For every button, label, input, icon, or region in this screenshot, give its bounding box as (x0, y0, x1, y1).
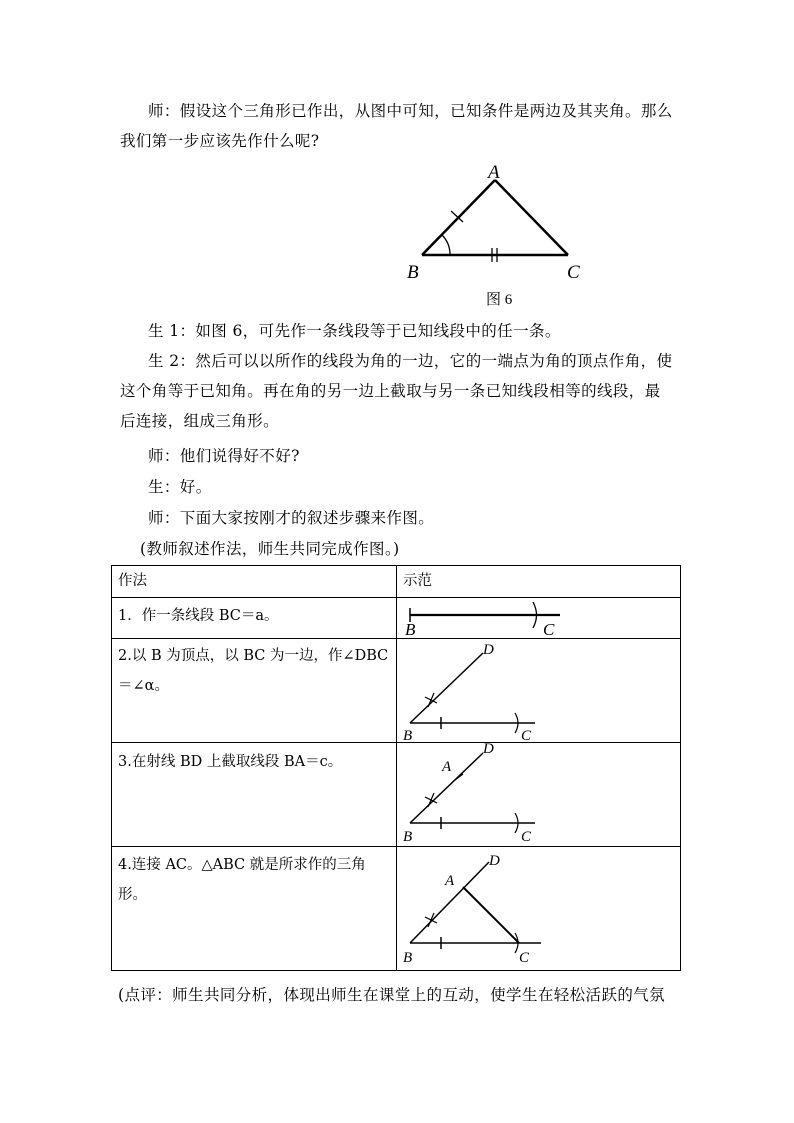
step-3-figure (403, 743, 583, 847)
paragraph-note: (教师叙述作法，师生共同完成作图。) (140, 540, 400, 558)
step-2-figure (403, 639, 583, 743)
paragraph-students-answer: 生：好。 (148, 478, 212, 496)
table-row (112, 847, 681, 971)
step-1-figure-cell (397, 598, 681, 639)
label-c: C (567, 262, 580, 283)
construction-steps-table (111, 565, 681, 971)
paragraph-student-1: 生 1：如图 6，可先作一条线段等于已知线段中的任一条。 (148, 322, 561, 340)
label-d: D (483, 642, 494, 658)
step-1-figure (403, 598, 583, 638)
angle-b-arc (442, 235, 450, 255)
step-4-figure-cell (397, 847, 681, 971)
table-row (112, 743, 681, 847)
step-3-figure-cell (397, 743, 681, 847)
label-b: B (407, 262, 419, 283)
label-a: A (442, 759, 452, 775)
paragraph-teacher-instruct: 师：下面大家按刚才的叙述步骤来作图。 (148, 509, 435, 527)
paragraph-student-2: 生 2：然后可以以所作的线段为角的一边，它的一端点为角的顶点作角，使这个角等于已知角。再在角的另一边上截取与另一条已知线段相等的线段，最后连接，组成三角形。 (120, 352, 673, 430)
label-a: A (445, 873, 455, 889)
label-b: B (403, 728, 413, 743)
side-ac (495, 180, 568, 255)
step-4-text: 4.连接 AC。△ABC 就是所求作的三角形。 (112, 847, 397, 971)
label-b: B (403, 829, 413, 845)
label-d: D (489, 853, 500, 869)
label-b: B (403, 950, 413, 966)
table-row (112, 639, 681, 743)
label-c: C (521, 728, 532, 743)
label-b: B (405, 620, 416, 638)
step-3-text: 3.在射线 BD 上截取线段 BA＝c。 (112, 743, 397, 847)
paragraph-remark: (点评：师生共同分析，体现出师生在课堂上的互动，使学生在轻松活跃的气氛 (118, 986, 666, 1004)
figure-6-triangle (400, 160, 600, 285)
label-c: C (521, 829, 532, 845)
paragraph-teacher-ask: 师：他们说得好不好? (148, 447, 300, 465)
label-d: D (483, 743, 494, 757)
step-4-figure (403, 847, 583, 971)
table-row (112, 598, 681, 639)
label-c: C (519, 950, 530, 966)
header-method: 作法 (112, 566, 397, 598)
table-header-row (112, 566, 681, 598)
label-a: A (488, 162, 500, 183)
step-2-figure-cell (397, 639, 681, 743)
paragraph-teacher-question: 师：假设这个三角形已作出，从图中可知，已知条件是两边及其夹角。那么我们第一步应该先作什么呢? (120, 102, 673, 150)
step-2-text: 2.以 B 为顶点，以 BC 为一边，作∠DBC＝∠α。 (112, 639, 397, 743)
label-c: C (543, 620, 555, 638)
figure-caption: 图 6 (486, 292, 513, 308)
header-demo: 示范 (397, 566, 681, 598)
step-1-text: 1．作一条线段 BC＝a。 (112, 598, 397, 639)
